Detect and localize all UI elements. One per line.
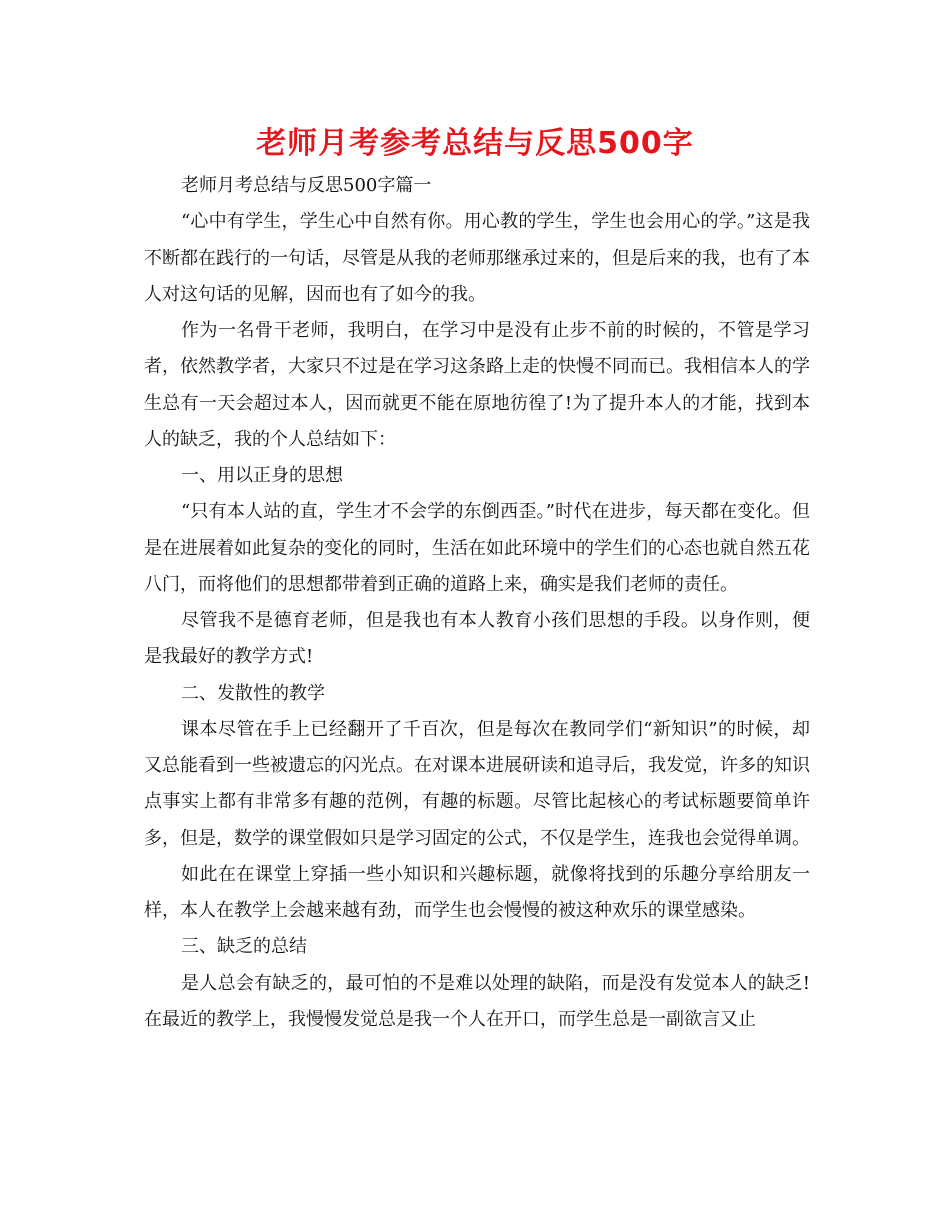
section-heading-1: 一、用以正身的思想 bbox=[181, 465, 343, 486]
paragraph-5: 课本尽管在手上已经翻开了千百次，但是每次在教同学们“新知识”的时候，却又总能看到一些被遗忘的闪光点。在对课本进展研读和追寻后，我发觉，许多的知识点事实上都有非常多有趣的范例，有趣的标题。尽管比起核心的考试标题要简单许多，但是，数学的课堂假如只是学习固定的公式，不仅是学生，连我也会觉得单调。 bbox=[144, 718, 810, 849]
section-heading-3: 三、缺乏的总结 bbox=[181, 936, 307, 958]
document-body bbox=[144, 168, 810, 1038]
document-title: 老师月考参考总结与反思500字 bbox=[256, 126, 694, 161]
subtitle: 老师月考总结与反思500字篇一 bbox=[181, 175, 432, 196]
paragraph-6: 如此在在课堂上穿插一些小知识和兴趣标题，就像将找到的乐趣分享给朋友一样，本人在教学上会越来越有劲，而学生也会慢慢的被这种欢乐的课堂感染。 bbox=[144, 863, 810, 921]
paragraph-3: “只有本人站的直，学生才不会学的东倒西歪。”时代在进步，每天都在变化。但是在进展着如此复杂的变化的同时，生活在如此环境中的学生们的心态也就自然五花八门，而将他们的思想都带着到正确的道路上来，确实是我们老师的责任。 bbox=[144, 501, 810, 595]
paragraph-1: “心中有学生，学生心中自然有你。用心教的学生，学生也会用心的学。”这是我不断都在践行的一句话，尽管是从我的老师那继承过来的，但是后来的我，也有了本人对这句话的见解，因而也有了如今的我。 bbox=[144, 211, 810, 305]
paragraph-4: 尽管我不是德育老师，但是我也有本人教育小孩们思想的手段。以身作则，便是我最好的教学方式! bbox=[144, 610, 810, 668]
paragraph-7: 是人总会有缺乏的，最可怕的不是难以处理的缺陷，而是没有发觉本人的缺乏!在最近的教学上，我慢慢发觉总是我一个人在开口，而学生总是一副欲言又止 bbox=[144, 972, 810, 1030]
section-heading-2: 二、发散性的教学 bbox=[181, 682, 325, 704]
paragraph-2: 作为一名骨干老师，我明白，在学习中是没有止步不前的时候的，不管是学习者，依然教学者，大家只不过是在学习这条路上走的快慢不同而已。我相信本人的学生总有一天会超过本人，因而就更不能在原地彷徨了!为了提升本人的才能，找到本人的缺乏，我的个人总结如下： bbox=[144, 320, 810, 450]
